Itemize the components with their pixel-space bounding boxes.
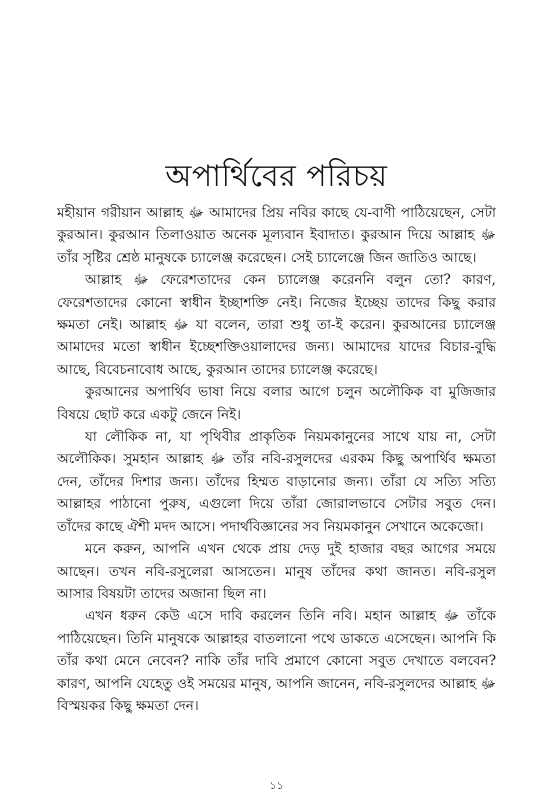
paragraph: কুরআনের অপার্থিব ভাষা নিয়ে বলার আগে চলুন অলৌকিক বা মুজিজার বিষয়ে ছোট করে একটু জেনে নিই।	[57, 384, 496, 423]
chapter-title: অপার্থিবের পরিচয়	[165, 159, 388, 194]
paragraph: মহীয়ান গরীয়ান আল্লাহ ﷻ আমাদের প্রিয় নবির কাছে যে-বাণী পাঠিয়েছেন, সেটা কুরআন। কুরআন তিলাওয়াত অনেক মূল্যবান ইবাদাত। কুরআন দিয়ে আল্লাহ ﷻ তাঁর সৃষ্টির শ্রেষ্ঠ মানুষকে চ্যালেঞ্জ করেছেন। সেই চ্যালেঞ্জে জিন জাতিও আছে।	[57, 205, 496, 266]
paragraph: এখন ধরুন কেউ এসে দাবি করলেন তিনি নবি। মহান আল্লাহ ﷻ তাঁকে পাঠিয়েছেন। তিনি মানুষকে আল্লাহর বাতলানো পথে ডাকতে এসেছেন। আপনি কি তাঁর কথা মেনে নেবেন? নাকি তাঁর দাবি প্রমাণে কোনো সবুত দেখাতে বলবেন? কারণ, আপনি যেহেতু ওই সময়ের মানুষ, আপনি জানেন, নবি-রসুলদের আল্লাহ ﷻ বিস্ময়কর কিছু ক্ষমতা দেন।	[57, 608, 496, 714]
paragraph: মনে করুন, আপনি এখন থেকে প্রায় দেড় দুই হাজার বছর আগের সময়ে আছেন। তখন নবি-রসুলেরা আসতেন। মানুষ তাঁদের কথা জানত। নবি-রসুল আসার বিষয়টা তাদের অজানা ছিল না।	[57, 541, 496, 602]
paragraph: আল্লাহ ﷻ ফেরেশতাদের কেন চ্যালেঞ্জ করেননি বলুন তো? কারণ, ফেরেশতাদের কোনো স্বাধীন ইচ্ছাশক্তি নেই। নিজের ইচ্ছেয় তাদের কিছু করার ক্ষমতা নেই। আল্লাহ ﷻ যা বলেন, তারা শুধু তা-ই করেন। কুরআনের চ্যালেঞ্জ আমাদের মতো স্বাধীন ইচ্ছেশক্তিওয়ালাদের জন্য। আমাদের যাদের বিচার-বুদ্ধি আছে, বিবেচনাবোধ আছে, কুরআন তাদের চ্যালেঞ্জ করেছে।	[57, 272, 496, 378]
page-number: ১১	[269, 779, 284, 792]
chapter-body	[57, 202, 496, 717]
paragraph: যা লৌকিক না, যা পৃথিবীর প্রাকৃতিক নিয়মকানুনের সাথে যায় না, সেটা অলৌকিক। সুমহান আল্লাহ ﷻ তাঁর নবি-রসুলদের এরকম কিছু অপার্থিব ক্ষমতা দেন, তাঁদের দিশার জন্য। তাঁদের হিম্মত বাড়ানোর জন্য। তাঁরা যে সত্যি সত্যি আল্লাহর পাঠানো পুরুষ, এগুলো দিয়ে তাঁরা জোরালভাবে সেটার সবুত দেন। তাঁদের কাছে ঐশী মদদ আসে। পদার্থবিজ্ঞানের সব নিয়মকানুন সেখানে অকেজো।	[57, 429, 496, 535]
